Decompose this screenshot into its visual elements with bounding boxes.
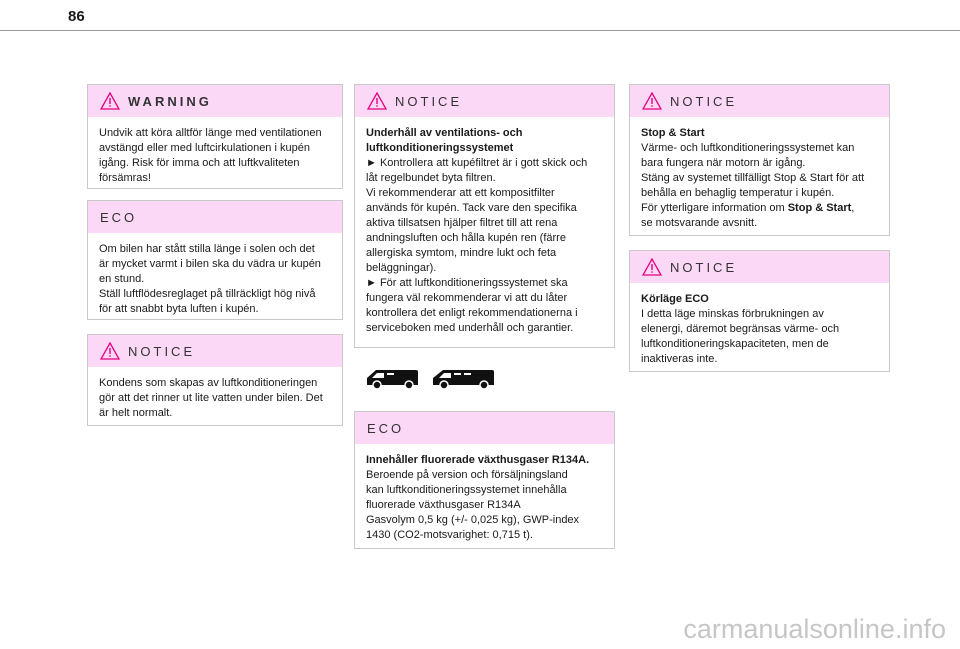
notice-heading: Körläge ECO [641, 293, 709, 305]
warning-triangle-icon [642, 258, 662, 276]
notice-text: Kondens som skapas av luftkonditioneringen gör att det rinner ut lite vatten under bilen. Det är helt normalt. [99, 377, 323, 419]
top-divider [0, 30, 960, 31]
notice-reference: För ytterligare information om Stop & Start, [641, 202, 855, 214]
warning-title: WARNING [128, 93, 212, 109]
notice-title: NOTICE [670, 259, 738, 275]
vehicle-icons [364, 365, 496, 391]
notice-header [88, 335, 342, 367]
notice-text: Körläge ECO I detta läge minskas förbrukningen av elenergi, däremot begränsas värme- och luftkonditioneringskapaciteten, men de inaktiveras inte. [641, 293, 840, 365]
warning-box [87, 84, 343, 189]
warning-triangle-icon [100, 92, 120, 110]
page-number: 86 [68, 8, 85, 25]
notice-header [630, 85, 889, 117]
eco-title: ECO [100, 209, 138, 225]
reference-link-stop-start: Stop & Start [787, 202, 852, 214]
notice-header [355, 85, 614, 117]
notice-heading: Stop & Start [641, 127, 705, 139]
warning-triangle-icon [367, 92, 387, 110]
notice-box-stop-start [629, 84, 890, 236]
notice-heading: Underhåll av ventilations- och [366, 127, 523, 139]
eco-text: Om bilen har stått stilla länge i solen och det är mycket varmt i bilen ska du vädra ur kupén en stund. Ställ luftflödesreglaget på tillräckligt hög nivå för att snabbt byta luften i kupén. [99, 243, 321, 315]
eco-heading: Innehåller fluorerade växthusgaser R134A. [366, 454, 590, 466]
eco-box [87, 200, 343, 320]
notice-text: Underhåll av ventilations- och luftkonditioneringssystemet ► Kontrollera att kupéfiltret är i gott skick och låt regelbundet byta filtren. Vi rekommenderar att ett kompositfilter används för kupén. Tack vare den specifika aktiva tillsatsen hjälper filtret till att rena andningsluften och hålla kupén ren (färre allergiska symtom, mindre lukt och feta beläggningar). ► För att luftkonditioneringssystemet ska fungera väl rekommenderar vi att du låter kontrollera det enligt rekommendationerna i serviceboken med underhåll och garantier. [366, 127, 588, 334]
eco-header [355, 412, 614, 444]
eco-title: ECO [367, 420, 405, 436]
notice-title: NOTICE [395, 93, 463, 109]
watermark: carmanualsonline.info [683, 614, 946, 644]
notice-box-maintenance [354, 84, 615, 348]
eco-text: Innehåller fluorerade växthusgaser R134A. Beroende på version och försäljningsland kan luftkonditioneringssystemet innehålla fluorerade växthusgaser R134A Gasvolym 0,5 kg (+/- 0,025 kg), GWP-index 1430 (CO2-motsvarighet: 0,715 t). [366, 454, 590, 541]
eco-box-r134a [354, 411, 615, 549]
van-long-icon [430, 365, 496, 391]
notice-box-eco-mode [629, 250, 890, 372]
notice-title: NOTICE [128, 343, 196, 359]
warning-triangle-icon [642, 92, 662, 110]
notice-header [630, 251, 889, 283]
notice-box-condensation [87, 334, 343, 426]
warning-text: Undvik att köra alltför länge med ventilationen avstängd eller med luftcirkulationen i kupén igång. Risk för imma och att luftkvaliteten försämras! [99, 127, 322, 184]
eco-header [88, 201, 342, 233]
notice-text: Stop & Start Värme- och luftkonditioneringssystemet kan bara fungera när motorn är igång. Stäng av systemet tillfälligt Stop & Start för att behålla en behaglig temperatur i kupén. För ytterligare information om Stop & Start, se motsvarande avsnitt. [630, 117, 889, 239]
warning-triangle-icon [100, 342, 120, 360]
notice-heading: luftkonditioneringssystemet [366, 142, 514, 154]
notice-title: NOTICE [670, 93, 738, 109]
van-icon [364, 365, 420, 391]
warning-header [88, 85, 342, 117]
